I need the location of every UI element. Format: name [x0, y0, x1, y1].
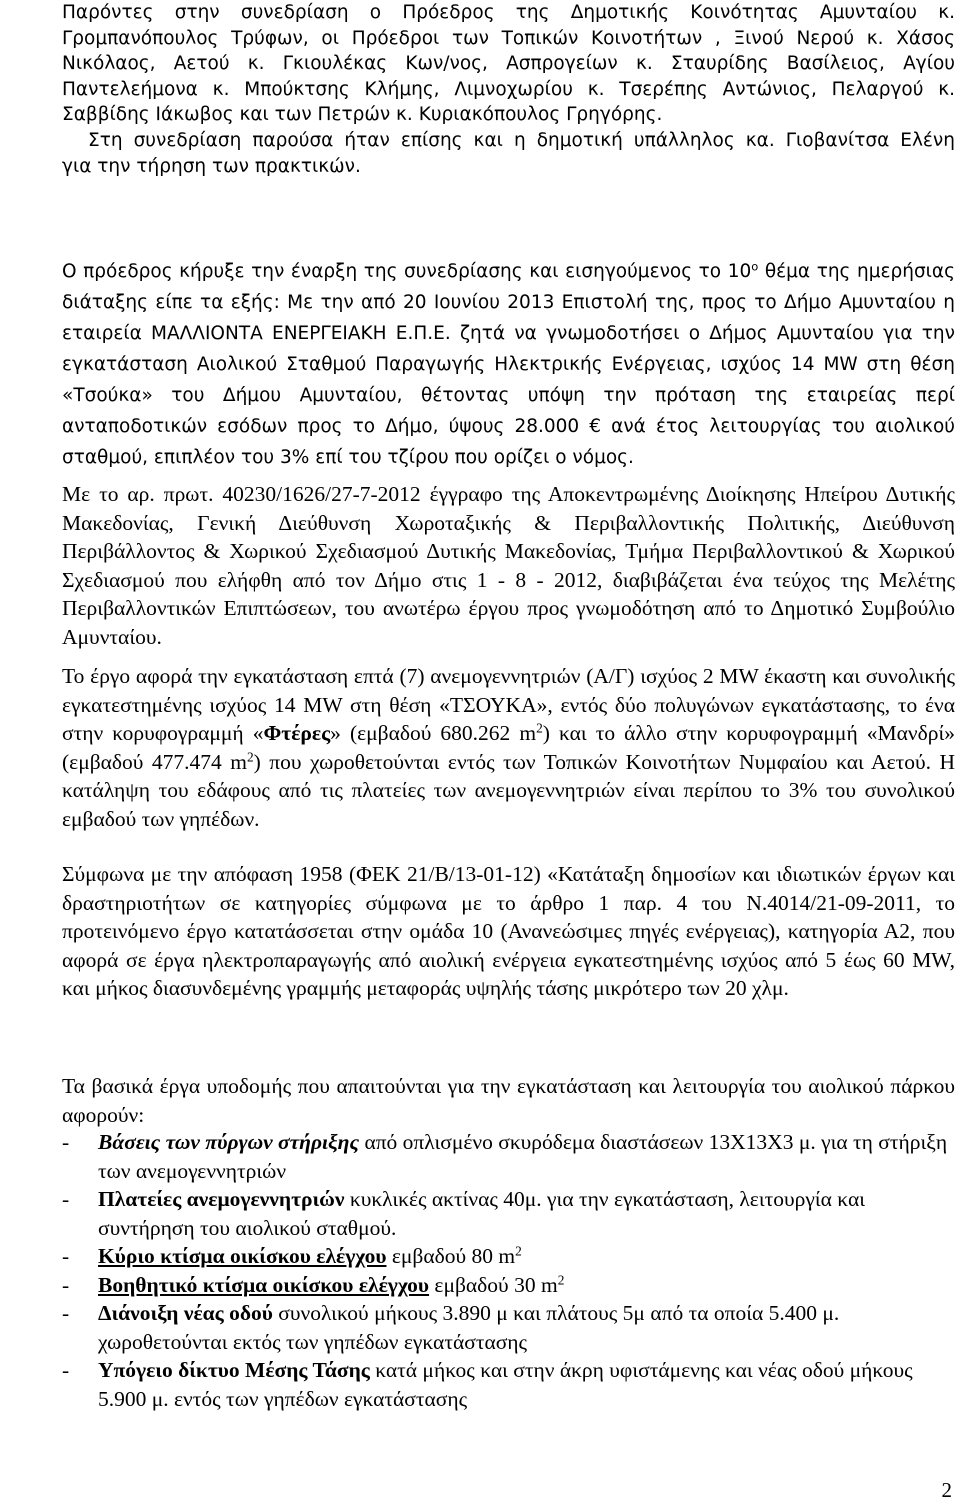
dash-bullet: -	[62, 1301, 70, 1325]
project-paragraph: Το έργο αφορά την εγκατάσταση επτά (7) ανεμογεννητριών (Α/Γ) ισχύος 2 MW έκαστη και συνολικής εγκατεστημένης ισχύος 14 MW στη θέση «ΤΣΟΥΚΑ», εντός δύο πολυγώνων εγκατάστασης, το ένα στην κορυφογραμμή «Φτέρες» (εμβαδού 680.262 $m^2$) και το άλλο στην κορυφογραμμή «Μανδρί» (εμβαδού 477.474 $m^2$) που χωροθετούνται εντός των Τοπικών Κοινοτήτων Νυμφαίου και Αετού. Η κατάληψη του εδάφους από τις πλατείες των ανεμογεννητριών είναι περίπου το 3% του συνολικού εμβαδού των γηπέδων.	[62, 664, 956, 831]
dash-bullet: -	[62, 1272, 70, 1297]
infrastructure-list	[62, 1128, 955, 1413]
dash-bullet: -	[62, 1187, 70, 1211]
attendance-line: Νικόλαος, Αετού κ. Γκιουλέκας Κων/νος, Ασπρογείων κ. Σταυρίδης Βασίλειος, Αγίου	[62, 53, 955, 75]
infrastructure-intro: Τα βασικά έργα υποδομής που απαιτούνται για την εγκατάσταση και λειτουργία του αιολικού πάρκου αφορούν:	[62, 1074, 955, 1127]
list-item: - Βοηθητικό κτίσμα οικίσκου ελέγχου εμβαδού 30 $m^2$	[62, 1271, 955, 1300]
attendance-paragraph	[62, 0, 955, 179]
decision-paragraph: Σύμφωνα με την απόφαση 1958 (ΦΕΚ 21/Β/13-01-12) «Κατάταξη δημοσίων και ιδιωτικών έργων και δραστηριοτήτων σε κατηγορίες σύμφωνα με το άρθρο 1 παρ. 4 του Ν.4014/21-09-2011, το προτεινόμενο έργο κατατάσσεται στην ομάδα 10 (Ανανεώσιμες πηγές ενέργειας), κατηγορία Α2, που αφορά σε έργα ηλεκτροπαραγωγής από αιολική ενέργεια εγκατεστημένης ισχύος από 5 έως 60 MW, και μήκος διασυνδεμένης γραμμής μεταφοράς υψηλής τάσης μικρότερο των 20 χλμ.	[62, 862, 955, 1000]
list-item: - Κύριο κτίσμα οικίσκου ελέγχου εμβαδού 80 $m^2$	[62, 1242, 955, 1271]
attendance-line: Παρόντες στην συνεδρίαση ο Πρόεδρος της Δημοτικής Κοινότητας Αμυνταίου κ.	[62, 2, 955, 23]
intro-paragraph: Ο πρόεδρος κήρυξε την έναρξη της συνεδρίασης και εισηγούμενος το $10^o$ θέμα της ημερήσιας διάταξης είπε τα εξής: Με την από 20 Ιουνίου 2013 Επιστολή της, προς το Δήμο Αμυνταίου η εταιρεία ΜΑΛΛΙΟΝΤΑ ΕΝΕΡΓΕΙΑΚΗ Ε.Π.Ε. ζητά να γνωμοδοτήσει ο Δήμος Αμυνταίου για την εγκατάσταση Αιολικού Σταθμού Παραγωγής Ηλεκτρικής Ενέργειας, ισχύος 14 MW στη θέση «Τσούκα» του Δήμου Αμυνταίου, θέτοντας υπόψη την πρόταση της εταιρείας περί ανταποδοτικών εσόδων προς το Δήμο, ύψους 28.000 € ανά έτος λειτουργίας του αιολικού σταθμού, επιπλέον του 3% επί του τζίρου που ορίζει ο νόμος.	[62, 259, 955, 468]
list-item: - Υπόγειο δίκτυο Μέσης Τάσης κατά μήκος και στην άκρη υφιστάμενης και νέας οδού μήκους 5.900 μ. εντός των γηπέδων εγκατάστασης	[62, 1358, 913, 1411]
attendance-line: Στη συνεδρίαση παρούσα ήταν επίσης και η δημοτική υπάλληλος κα. Γιοβανίτσα Ελένη	[88, 129, 955, 151]
attendance-line: για την τήρηση των πρακτικών.	[62, 155, 361, 177]
dash-bullet: -	[62, 1130, 70, 1154]
page-number: 2	[941, 1478, 952, 1502]
attendance-line: Παντελεήμονα κ. Μπούκτσης Κλήμης, Λιμνοχωρίου κ. Τσερέπης Αντώνιος, Πελαργού κ.	[62, 78, 955, 100]
attendance-line: Σαββίδης Ιάκωβος και των Πετρών κ. Κυριακόπουλος Γρηγόρης.	[62, 104, 663, 126]
list-item: - Πλατείες ανεμογεννητριών κυκλικές ακτίνας 40μ. για την εγκατάσταση, λειτουργία και συντήρηση του αιολικού σταθμού.	[62, 1187, 865, 1240]
dash-bullet: -	[62, 1358, 70, 1382]
list-item: - Βάσεις των πύργων στήριξης από οπλισμένο σκυρόδεμα διαστάσεων 13Χ13Χ3 μ. για τη στήριξη των ανεμογεννητριών	[62, 1130, 948, 1183]
protocol-paragraph: Με το αρ. πρωτ. 40230/1626/27-7-2012 έγγραφο της Αποκεντρωμένης Διοίκησης Ηπείρου Δυτικής Μακεδονίας, Γενική Διεύθυνση Χωροταξικής & Περιβαλλοντικής Πολιτικής, Διεύθυνση Περιβάλλοντος & Χωρικού Σχεδιασμού Δυτικής Μακεδονίας, Τμήμα Περιβαλλοντικού & Χωρικού Σχεδιασμού που ελήφθη από τον Δήμο στις 1 - 8 - 2012, διαβιβάζεται ένα τεύχος της Μελέτης Περιβαλλοντικών Επιπτώσεων, του ανωτέρω έργου προς γνωμοδότηση από το Δημοτικό Συμβούλιο Αμυνταίου.	[62, 482, 955, 649]
attendance-line: Γρομπανόπουλος Τρύφων, οι Πρόεδροι των Τοπικών Κοινοτήτων , Ξινού Νερού κ. Χάσος	[62, 27, 955, 49]
dash-bullet: -	[62, 1244, 70, 1268]
list-item: - Διάνοιξη νέας οδού συνολικού μήκους 3.890 μ και πλάτους 5μ από τα οποία 5.400 μ. χωροθετούνται εκτός των γηπέδων εγκατάστασης	[62, 1301, 840, 1354]
